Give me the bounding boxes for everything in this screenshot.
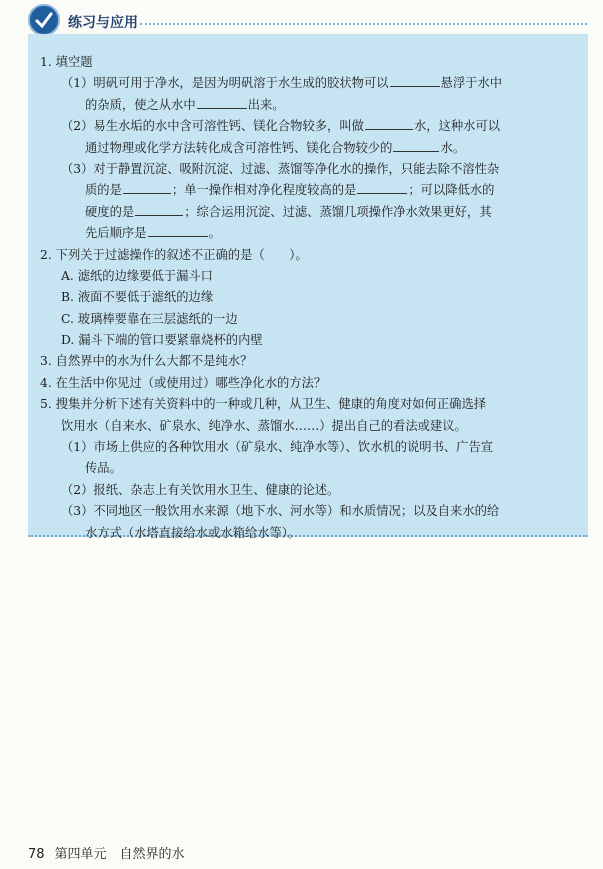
q1-p2-text-d: 水。	[440, 140, 466, 155]
answer-blank[interactable]	[365, 117, 413, 130]
answer-blank[interactable]	[123, 181, 171, 194]
q1-p3-text-d: ；可以降低水的	[408, 183, 495, 198]
q1-p3-text-c: ；单一操作相对净化程度较高的是	[171, 183, 357, 198]
answer-blank[interactable]	[148, 224, 208, 237]
answer-blank[interactable]	[357, 181, 407, 194]
q5-line1: 5. 搜集并分析下述有关资料中的一种或几种，从卫生、健康的角度对如何正确选择	[40, 397, 487, 412]
q1-part2-line1	[40, 116, 570, 137]
q5-sub2: （2）报纸、杂志上有关饮用水卫生、健康的论述。	[61, 482, 340, 497]
q5-sub1-line1: （1）市场上供应的各种饮用水（矿泉水、纯净水等）、饮水机的说明书、广告宣	[61, 440, 494, 455]
q2-option-d: D. 漏斗下端的管口要紧靠烧杯的内壁	[61, 333, 263, 348]
q5-sub3-line1: （3）不同地区一般饮用水来源（地下水、河水等）和水质情况；以及自来水的给	[61, 504, 500, 519]
answer-blank[interactable]	[393, 139, 439, 152]
q1-p3-text-e: 硬度的是	[85, 204, 135, 219]
q1-p3-text-h: 。	[208, 226, 221, 241]
q1-part3-line1: （3）对于静置沉淀、吸附沉淀、过滤、蒸馏等净化水的操作，只能去除不溶性杂	[61, 161, 500, 176]
header-dotted-rule	[140, 23, 587, 25]
page-footer	[28, 843, 185, 862]
q1-p3-text-f: ；综合运用沉淀、过滤、蒸馏几项操作净水效果更好，其	[184, 204, 492, 219]
q1-title: 1. 填空题	[40, 55, 93, 69]
q1-p1-text-b: 悬浮于水中	[440, 76, 503, 91]
q1-part3-line3	[40, 202, 570, 223]
q1-part1-line1	[40, 73, 570, 94]
q2-title: 2. 下列关于过滤操作的叙述不正确的是（ ）。	[40, 247, 308, 262]
q1-p2-text-a: （2）易生水垢的水中含可溶性钙、镁化合物较多，叫做	[61, 119, 364, 134]
q1-p1-text-d: 出来。	[247, 97, 285, 112]
section-title: 练习与应用	[68, 15, 138, 31]
q1-p2-text-b: 水，这种水可以	[413, 119, 501, 134]
q2-option-a: A. 滤纸的边缘要低于漏斗口	[61, 268, 213, 283]
q1-p3-text-g: 先后顺序是	[85, 226, 147, 241]
q2-option-b: B. 液面不要低于滤纸的边缘	[61, 290, 214, 305]
q4-text: 4. 在生活中你见过（或使用过）哪些净化水的方法？	[40, 375, 327, 390]
q5-line2: 饮用水（自来水、矿泉水、纯净水、蒸馏水……）提出自己的看法或建议。	[61, 418, 467, 433]
answer-blank[interactable]	[390, 74, 440, 87]
page-number: 78	[28, 847, 45, 862]
unit-title: 第四单元 自然界的水	[54, 847, 185, 862]
q2-option-c: C. 玻璃棒要靠在三层滤纸的一边	[61, 311, 238, 326]
q1-p1-text-c: 的杂质，使之从水中	[85, 97, 196, 112]
q1-p3-text-b: 质的是	[85, 183, 122, 198]
answer-blank[interactable]	[197, 96, 247, 109]
exercise-content	[40, 52, 570, 544]
q1-part1-line2	[40, 95, 570, 116]
q5-sub1-line2: 传品。	[85, 461, 122, 476]
section-header	[28, 4, 588, 36]
q1-p2-text-c: 通过物理或化学方法转化成含可溶性钙、镁化合物较少的	[85, 140, 393, 155]
q1-p1-text-a: （1）明矾可用于净水，是因为明矾溶于水生成的胶状物可以	[61, 76, 389, 91]
exercise-panel	[28, 34, 588, 540]
q5-sub3-line2: 水方式（水塔直接给水或水箱给水等）。	[85, 525, 301, 540]
q1-part3-line4	[40, 223, 570, 244]
q1-part2-line2	[40, 138, 570, 159]
answer-blank[interactable]	[135, 203, 183, 216]
q3-text: 3. 自然界中的水为什么大都不是纯水？	[40, 354, 253, 369]
section-logo-icon	[28, 4, 60, 36]
q1-part3-line2	[40, 180, 570, 201]
